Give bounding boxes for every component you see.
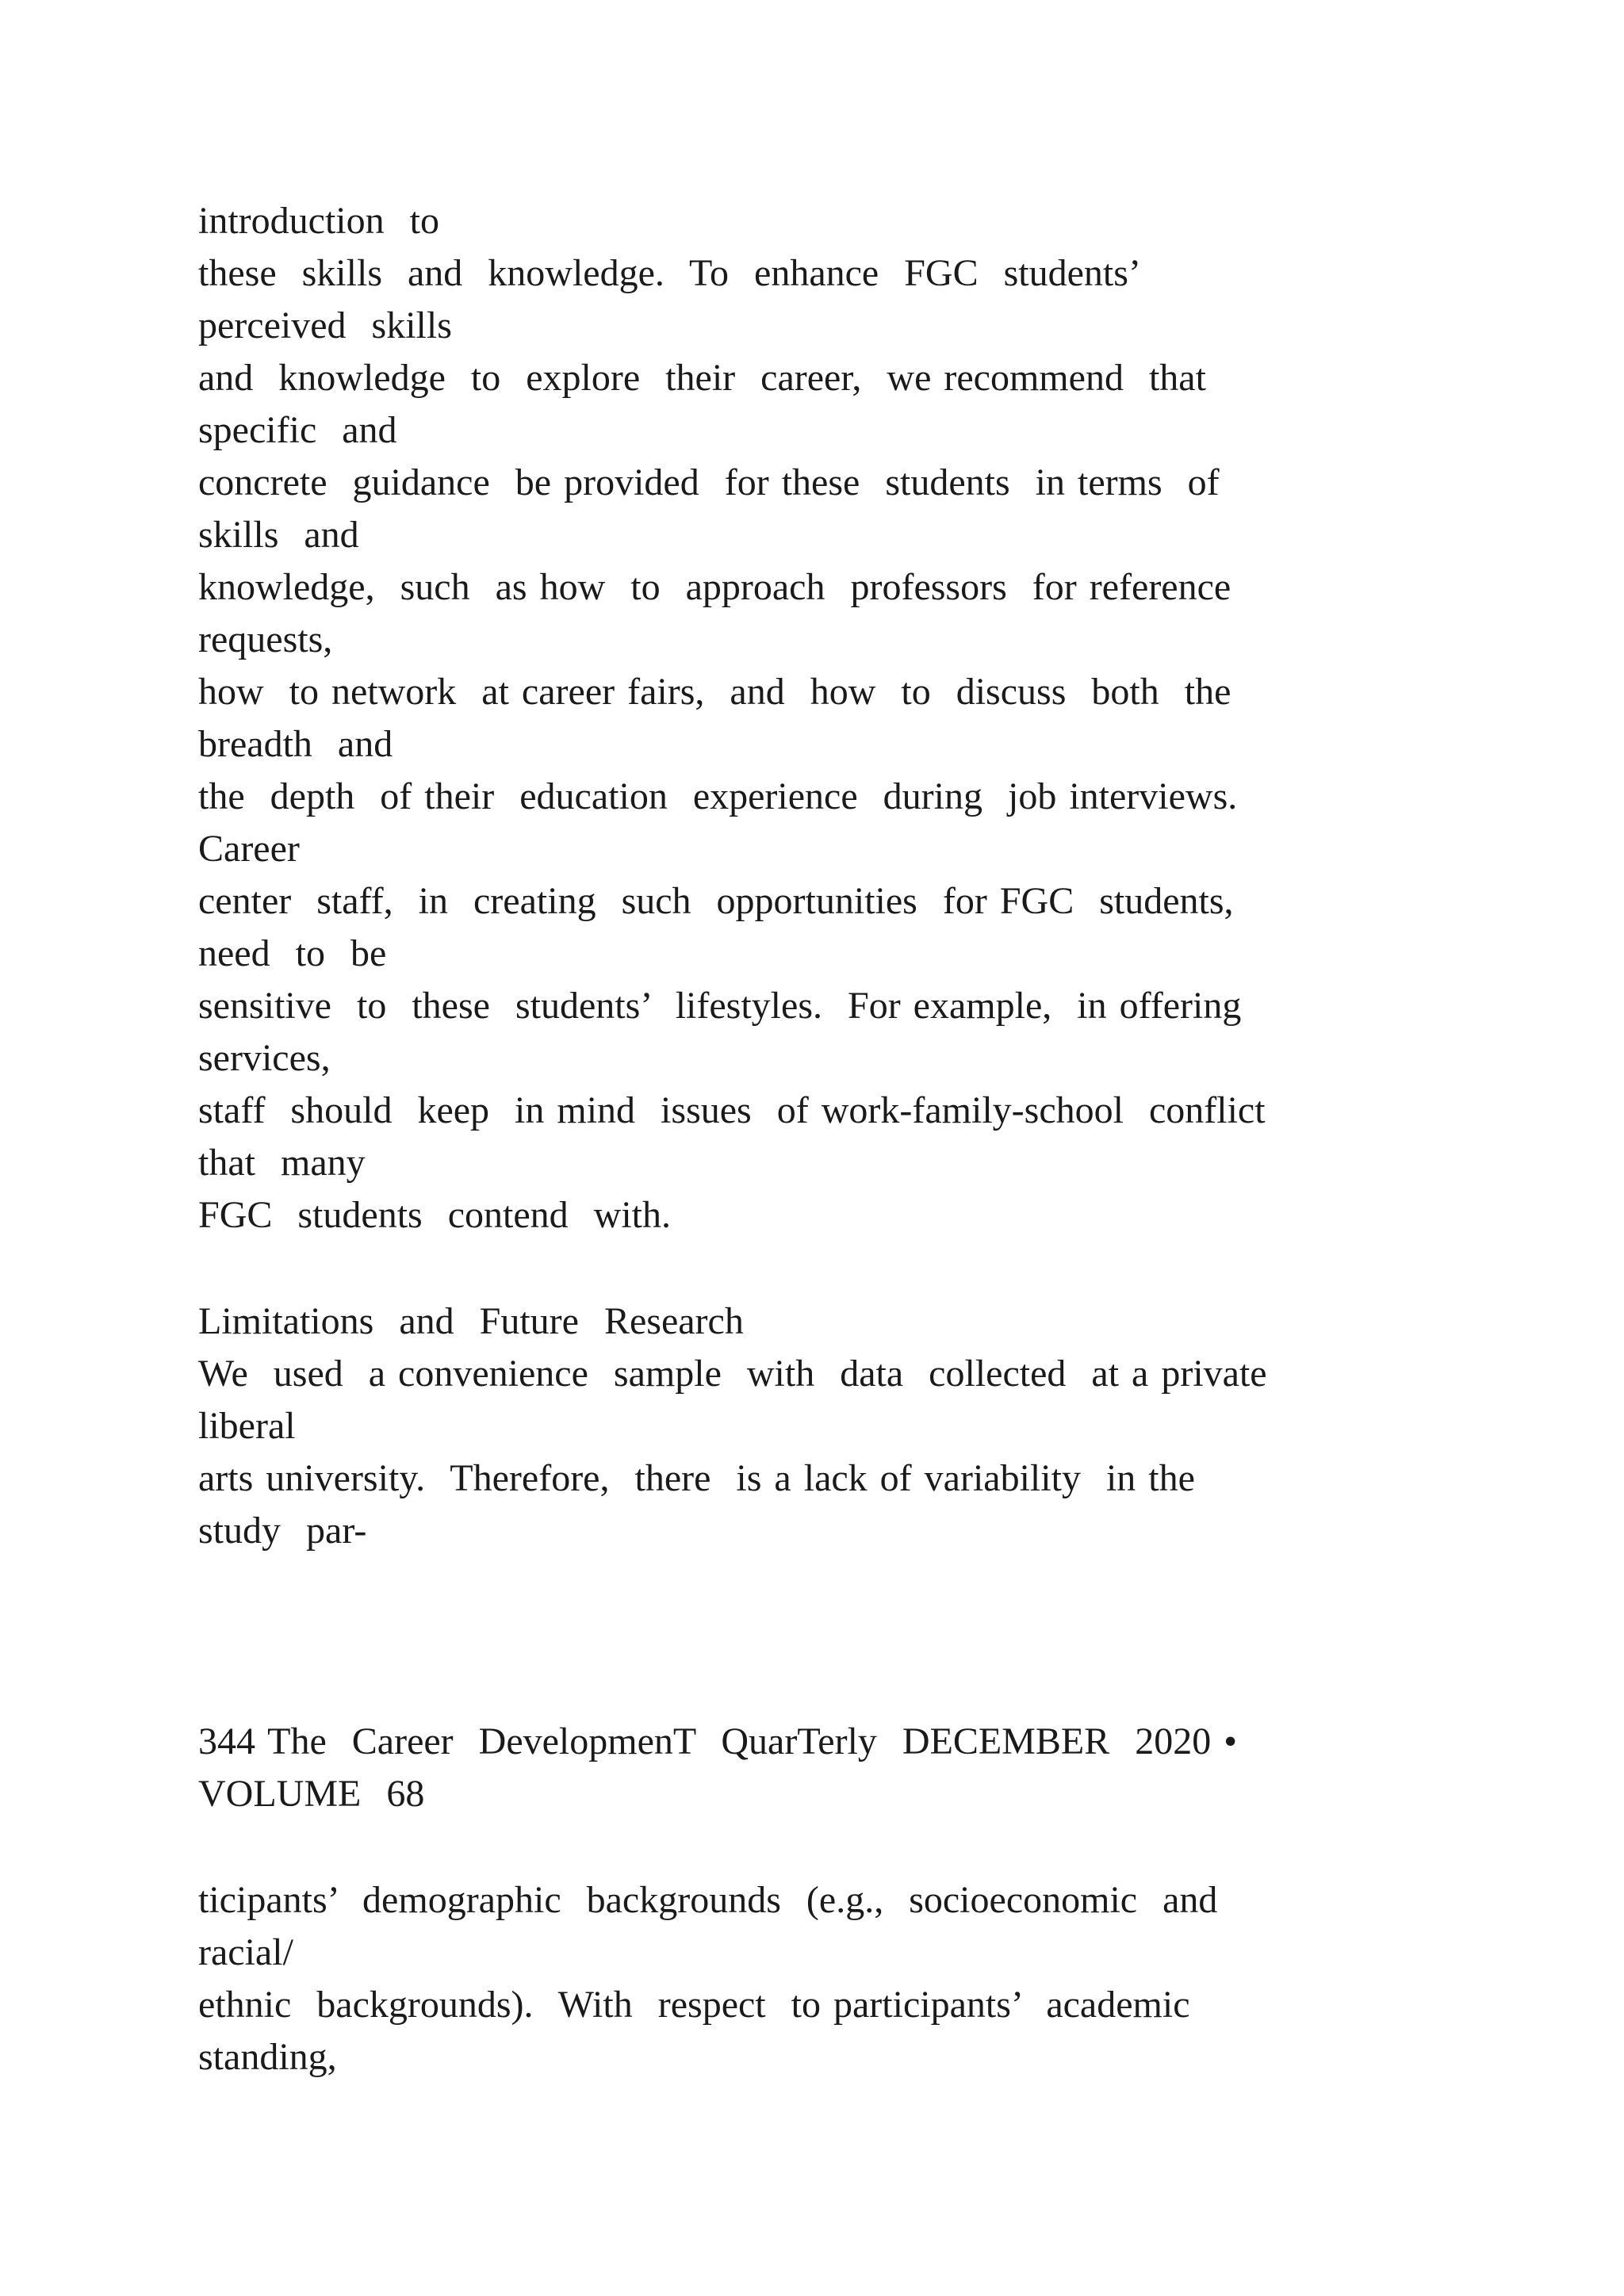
text-line: introduction to (198, 200, 439, 242)
text-line: breadth and (198, 723, 393, 765)
footer-line: VOLUME 68 (198, 1773, 425, 1815)
text-line: sensitive to these students’ lifestyles. For example, in offering (198, 985, 1242, 1027)
text-line: racial/ (198, 1931, 293, 1973)
continued-text-block (198, 1874, 1467, 2084)
text-line: skills and (198, 514, 359, 556)
limitations-section (198, 1295, 1467, 1557)
text-line: study par- (198, 1510, 367, 1552)
footer-line: 344 The Career DevelopmenT QuarTerly DECEMBER 2020 • (198, 1720, 1238, 1762)
text-line: FGC students contend with. (198, 1194, 671, 1236)
text-line: perceived skills (198, 304, 452, 346)
text-line: need to be (198, 932, 387, 974)
text-line: the depth of their education experience during job interviews. (198, 775, 1238, 817)
text-line: standing, (198, 2036, 337, 2078)
text-line: specific and (198, 409, 397, 451)
text-line: and knowledge to explore their career, we recommend that (198, 357, 1206, 399)
text-line: knowledge, such as how to approach professors for reference (198, 566, 1231, 608)
text-line: services, (198, 1037, 331, 1079)
text-line: ethnic backgrounds). With respect to participants’ academic (198, 1984, 1190, 2026)
text-line: center staff, in creating such opportunities for FGC students, (198, 880, 1234, 922)
text-line: requests, (198, 618, 333, 660)
body-text-block (198, 195, 1467, 1242)
text-line: Career (198, 828, 300, 870)
text-line: liberal (198, 1405, 296, 1447)
text-line: ticipants’ demographic backgrounds (e.g., socioeconomic and (198, 1879, 1218, 1921)
text-line: how to network at career fairs, and how to discuss both the (198, 671, 1231, 713)
running-footer (198, 1716, 1467, 1820)
text-line: these skills and knowledge. To enhance FGC students’ (198, 252, 1141, 294)
section-heading: Limitations and Future Research (198, 1300, 744, 1342)
text-line: concrete guidance be provided for these students in terms of (198, 461, 1220, 503)
text-line: staff should keep in mind issues of work-family-school conflict (198, 1089, 1266, 1131)
text-line: We used a convenience sample with data collected at a private (198, 1353, 1267, 1395)
text-line: arts university. Therefore, there is a lack of variability in the (198, 1457, 1195, 1499)
text-line: that many (198, 1142, 366, 1184)
